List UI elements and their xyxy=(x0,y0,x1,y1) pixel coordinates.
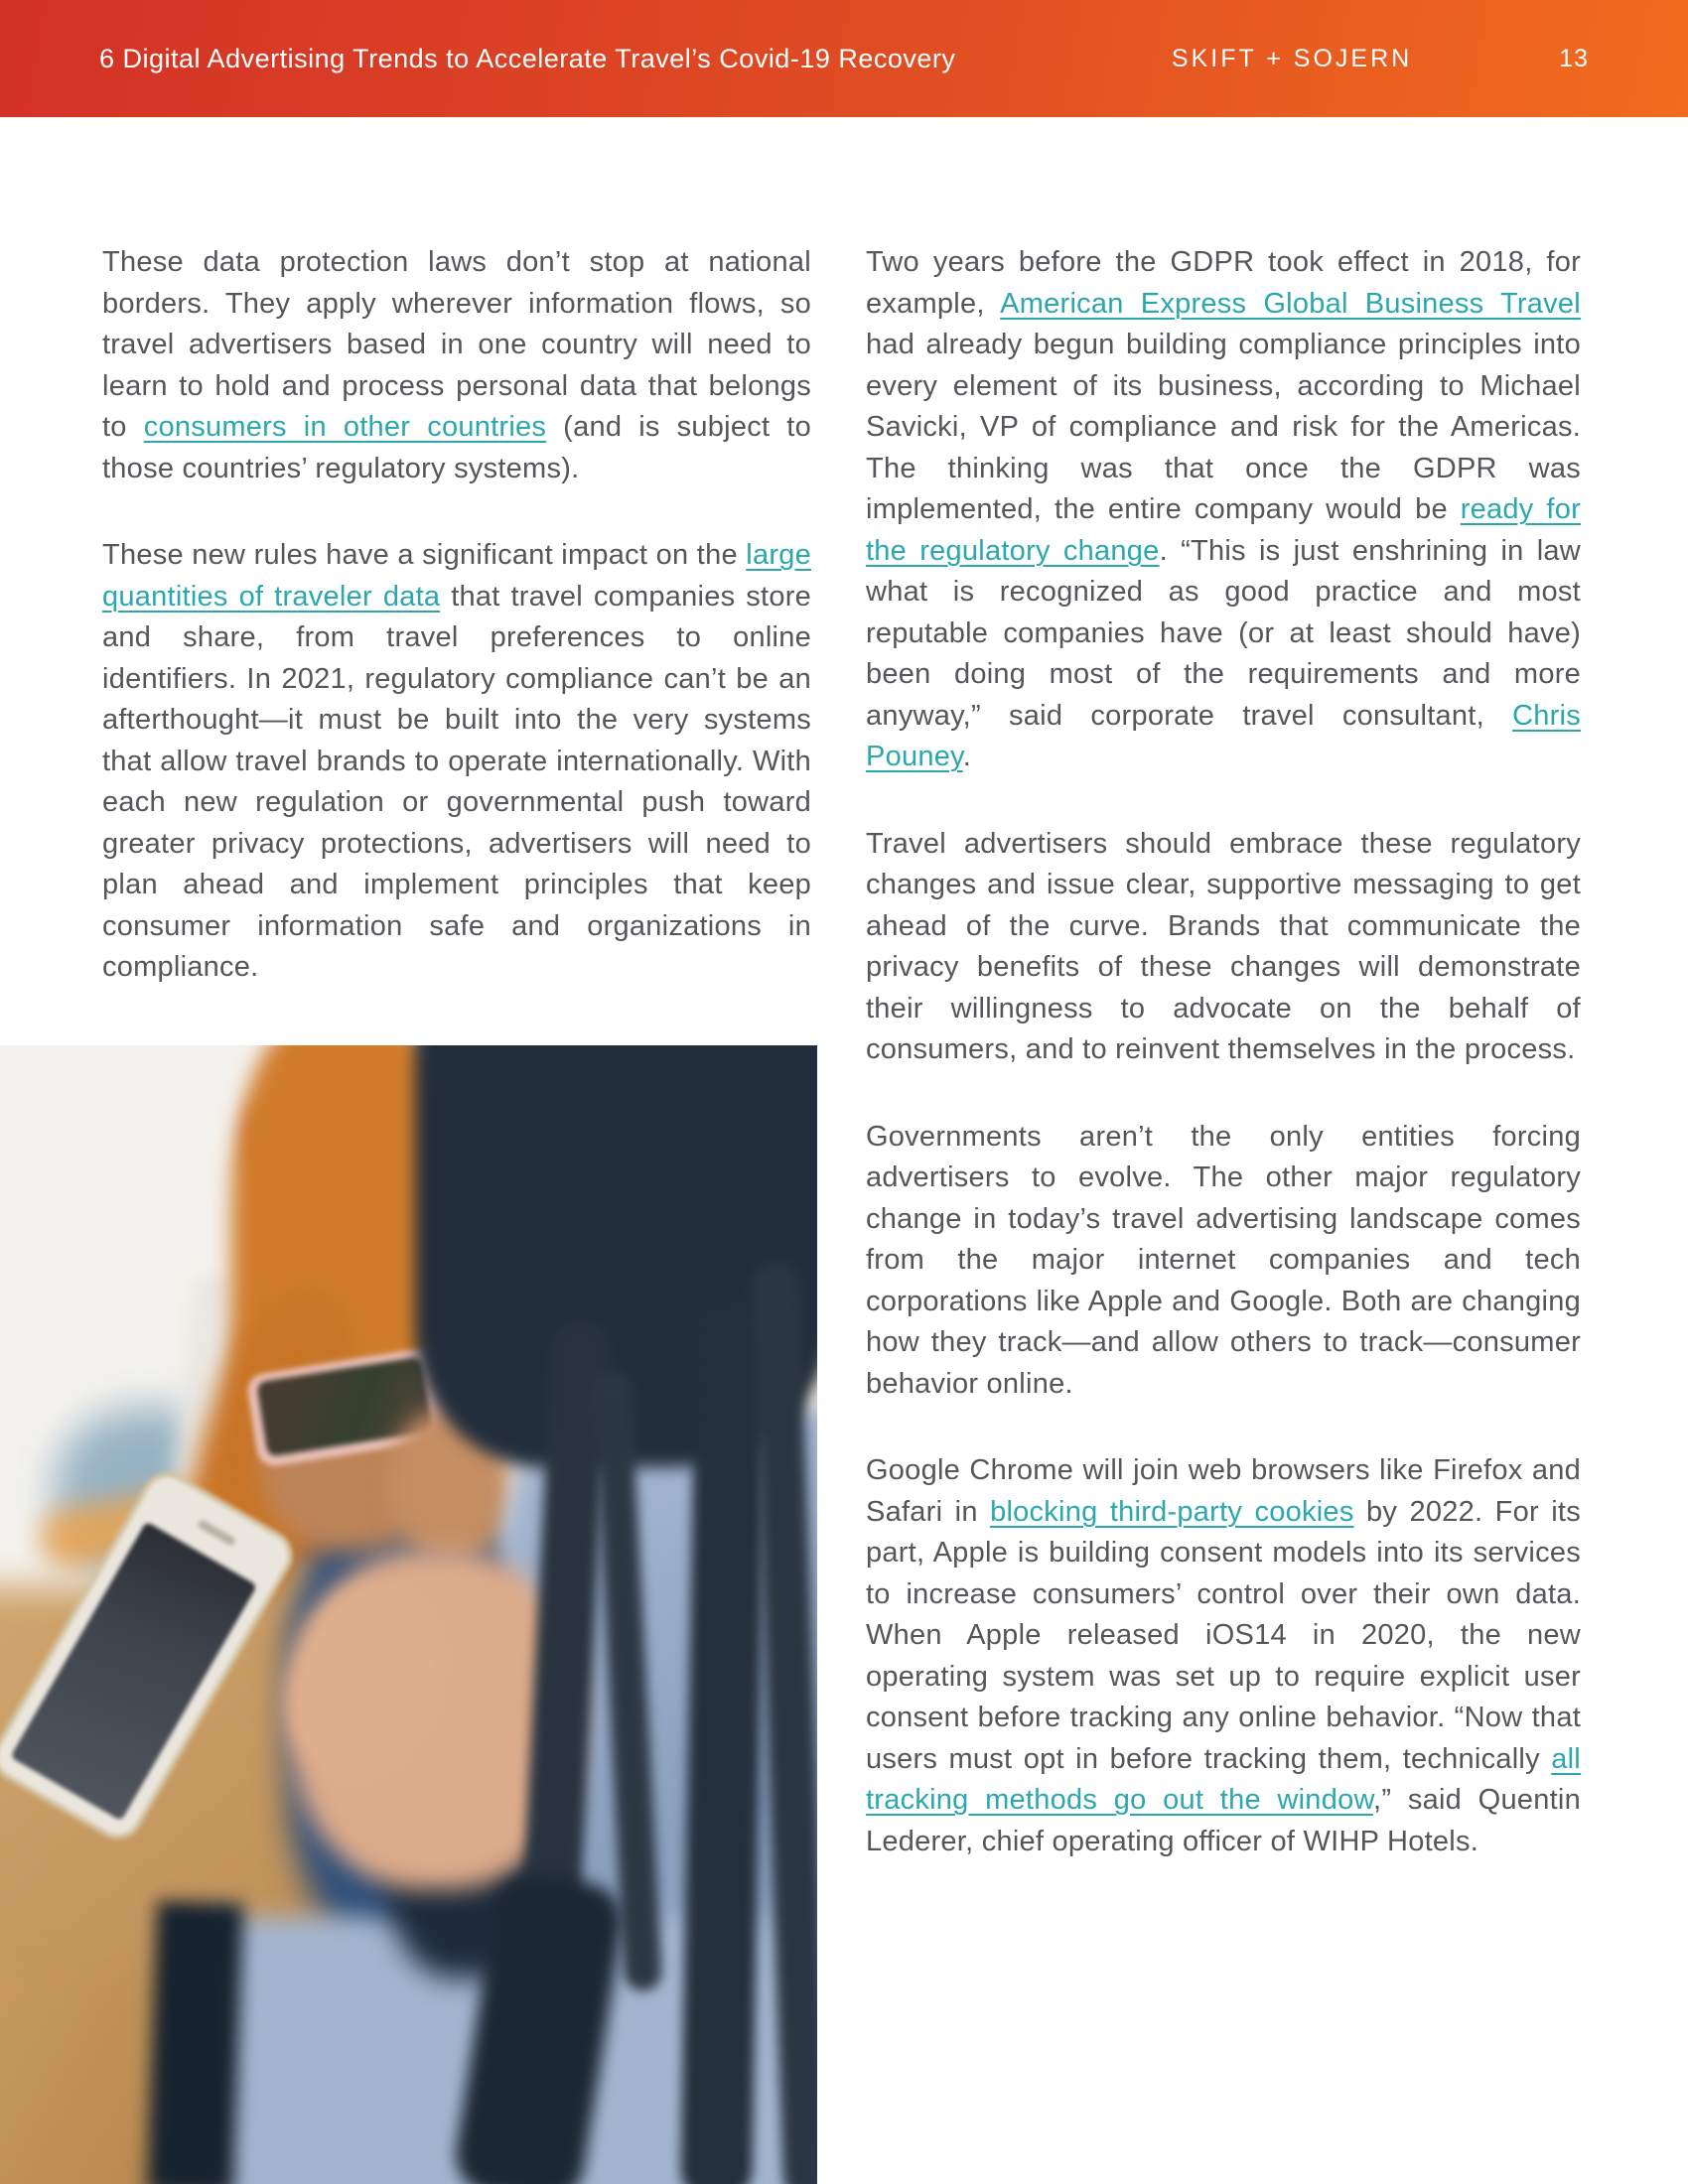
right-column xyxy=(866,242,1581,1862)
text-segment: Two years before the GDPR took effect in 2018, for example, xyxy=(866,246,1581,320)
paragraph-right-2 xyxy=(866,824,1581,1071)
text-segment: Google Chrome will join web browsers like Firefox and Safari in xyxy=(866,1454,1581,1528)
text-segment: . “This is just enshrining in law what is recognized as good practice and most reputable companies have (or at least should have) been doing most of the requirements and more anyway,” said corporate travel consultant, xyxy=(866,534,1581,732)
inline-link[interactable]: large quantities of traveler data xyxy=(102,539,811,613)
text-segment: that travel companies store and share, from travel preferences to online identifiers. In 2021, regulatory compliance can’t be an afterthought—it must be built into the very systems that allow travel brands to operate internationally. With each new regulation or governmental push toward greater privacy protections, advertisers will need to plan ahead and implement principles that keep consumer information safe and organizations in compliance. xyxy=(102,580,811,983)
inline-link[interactable]: all tracking methods go out the window xyxy=(866,1742,1581,1816)
inline-link[interactable]: ready for the regulatory change xyxy=(866,493,1581,567)
text-segment: by 2022. For its part, Apple is building consent models into its services to increase consumers’ control over their own data. When Apple released iOS14 in 2020, the new operating system was set up to require explicit user consent before tracking any online behavior. “Now that users must opt in before tracking them, technically xyxy=(866,1495,1581,1775)
photo-two-people-with-phones xyxy=(0,1045,817,2184)
inline-link[interactable]: American Express Global Business Travel xyxy=(1000,287,1581,320)
text-segment: These new rules have a significant impact on the xyxy=(102,539,747,571)
header-title: 6 Digital Advertising Trends to Accelerate Travel’s Covid-19 Recovery xyxy=(99,43,956,73)
paragraph-left-1 xyxy=(102,242,811,489)
header-bar xyxy=(0,0,1688,117)
text-segment: These data protection laws don’t stop at national borders. They apply wherever information flows, so travel advertisers based in one country will need to learn to hold and process personal data that belongs to xyxy=(102,246,811,443)
header-brand: SKIFT + SOJERN xyxy=(1171,44,1413,72)
header-page-number: 13 xyxy=(1559,44,1589,72)
paragraph-right-3 xyxy=(866,1117,1581,1406)
paragraph-left-2 xyxy=(102,535,811,989)
inline-link[interactable]: consumers in other countries xyxy=(143,411,547,443)
paragraph-right-4 xyxy=(866,1450,1581,1862)
text-segment: (and is subject to those countries’ regulatory systems). xyxy=(102,411,811,484)
text-segment: Governments aren’t the only entities forcing advertisers to evolve. The other major regulatory change in today’s travel advertising landscape comes from the major internet companies and tech corporations like Apple and Google. Both are changing how they track—and allow others to track—consumer behavior online. xyxy=(866,1120,1581,1400)
text-segment: had already begun building compliance principles into every element of its business, according to Michael Savicki, VP of compliance and risk for the Americas. The thinking was that once the GDPR was implemented, the entire company would be xyxy=(866,329,1581,525)
text-segment: . xyxy=(962,741,972,772)
paragraph-right-1 xyxy=(866,242,1581,778)
inline-link[interactable]: Chris Pouney xyxy=(866,699,1581,772)
inline-link[interactable]: blocking third-party cookies xyxy=(990,1495,1354,1528)
text-segment: Travel advertisers should embrace these regulatory changes and issue clear, supportive messaging to get ahead of the curve. Brands that communicate the privacy benefits of these changes will demonstrate their willingness to advocate on the behalf of consumers, and to reinvent themselves in the process. xyxy=(866,827,1581,1065)
left-column xyxy=(102,242,811,989)
text-segment: ,” said Quentin Lederer, chief operating officer of WIHP Hotels. xyxy=(866,1784,1581,1857)
photo-dark-strap xyxy=(147,1901,243,2184)
